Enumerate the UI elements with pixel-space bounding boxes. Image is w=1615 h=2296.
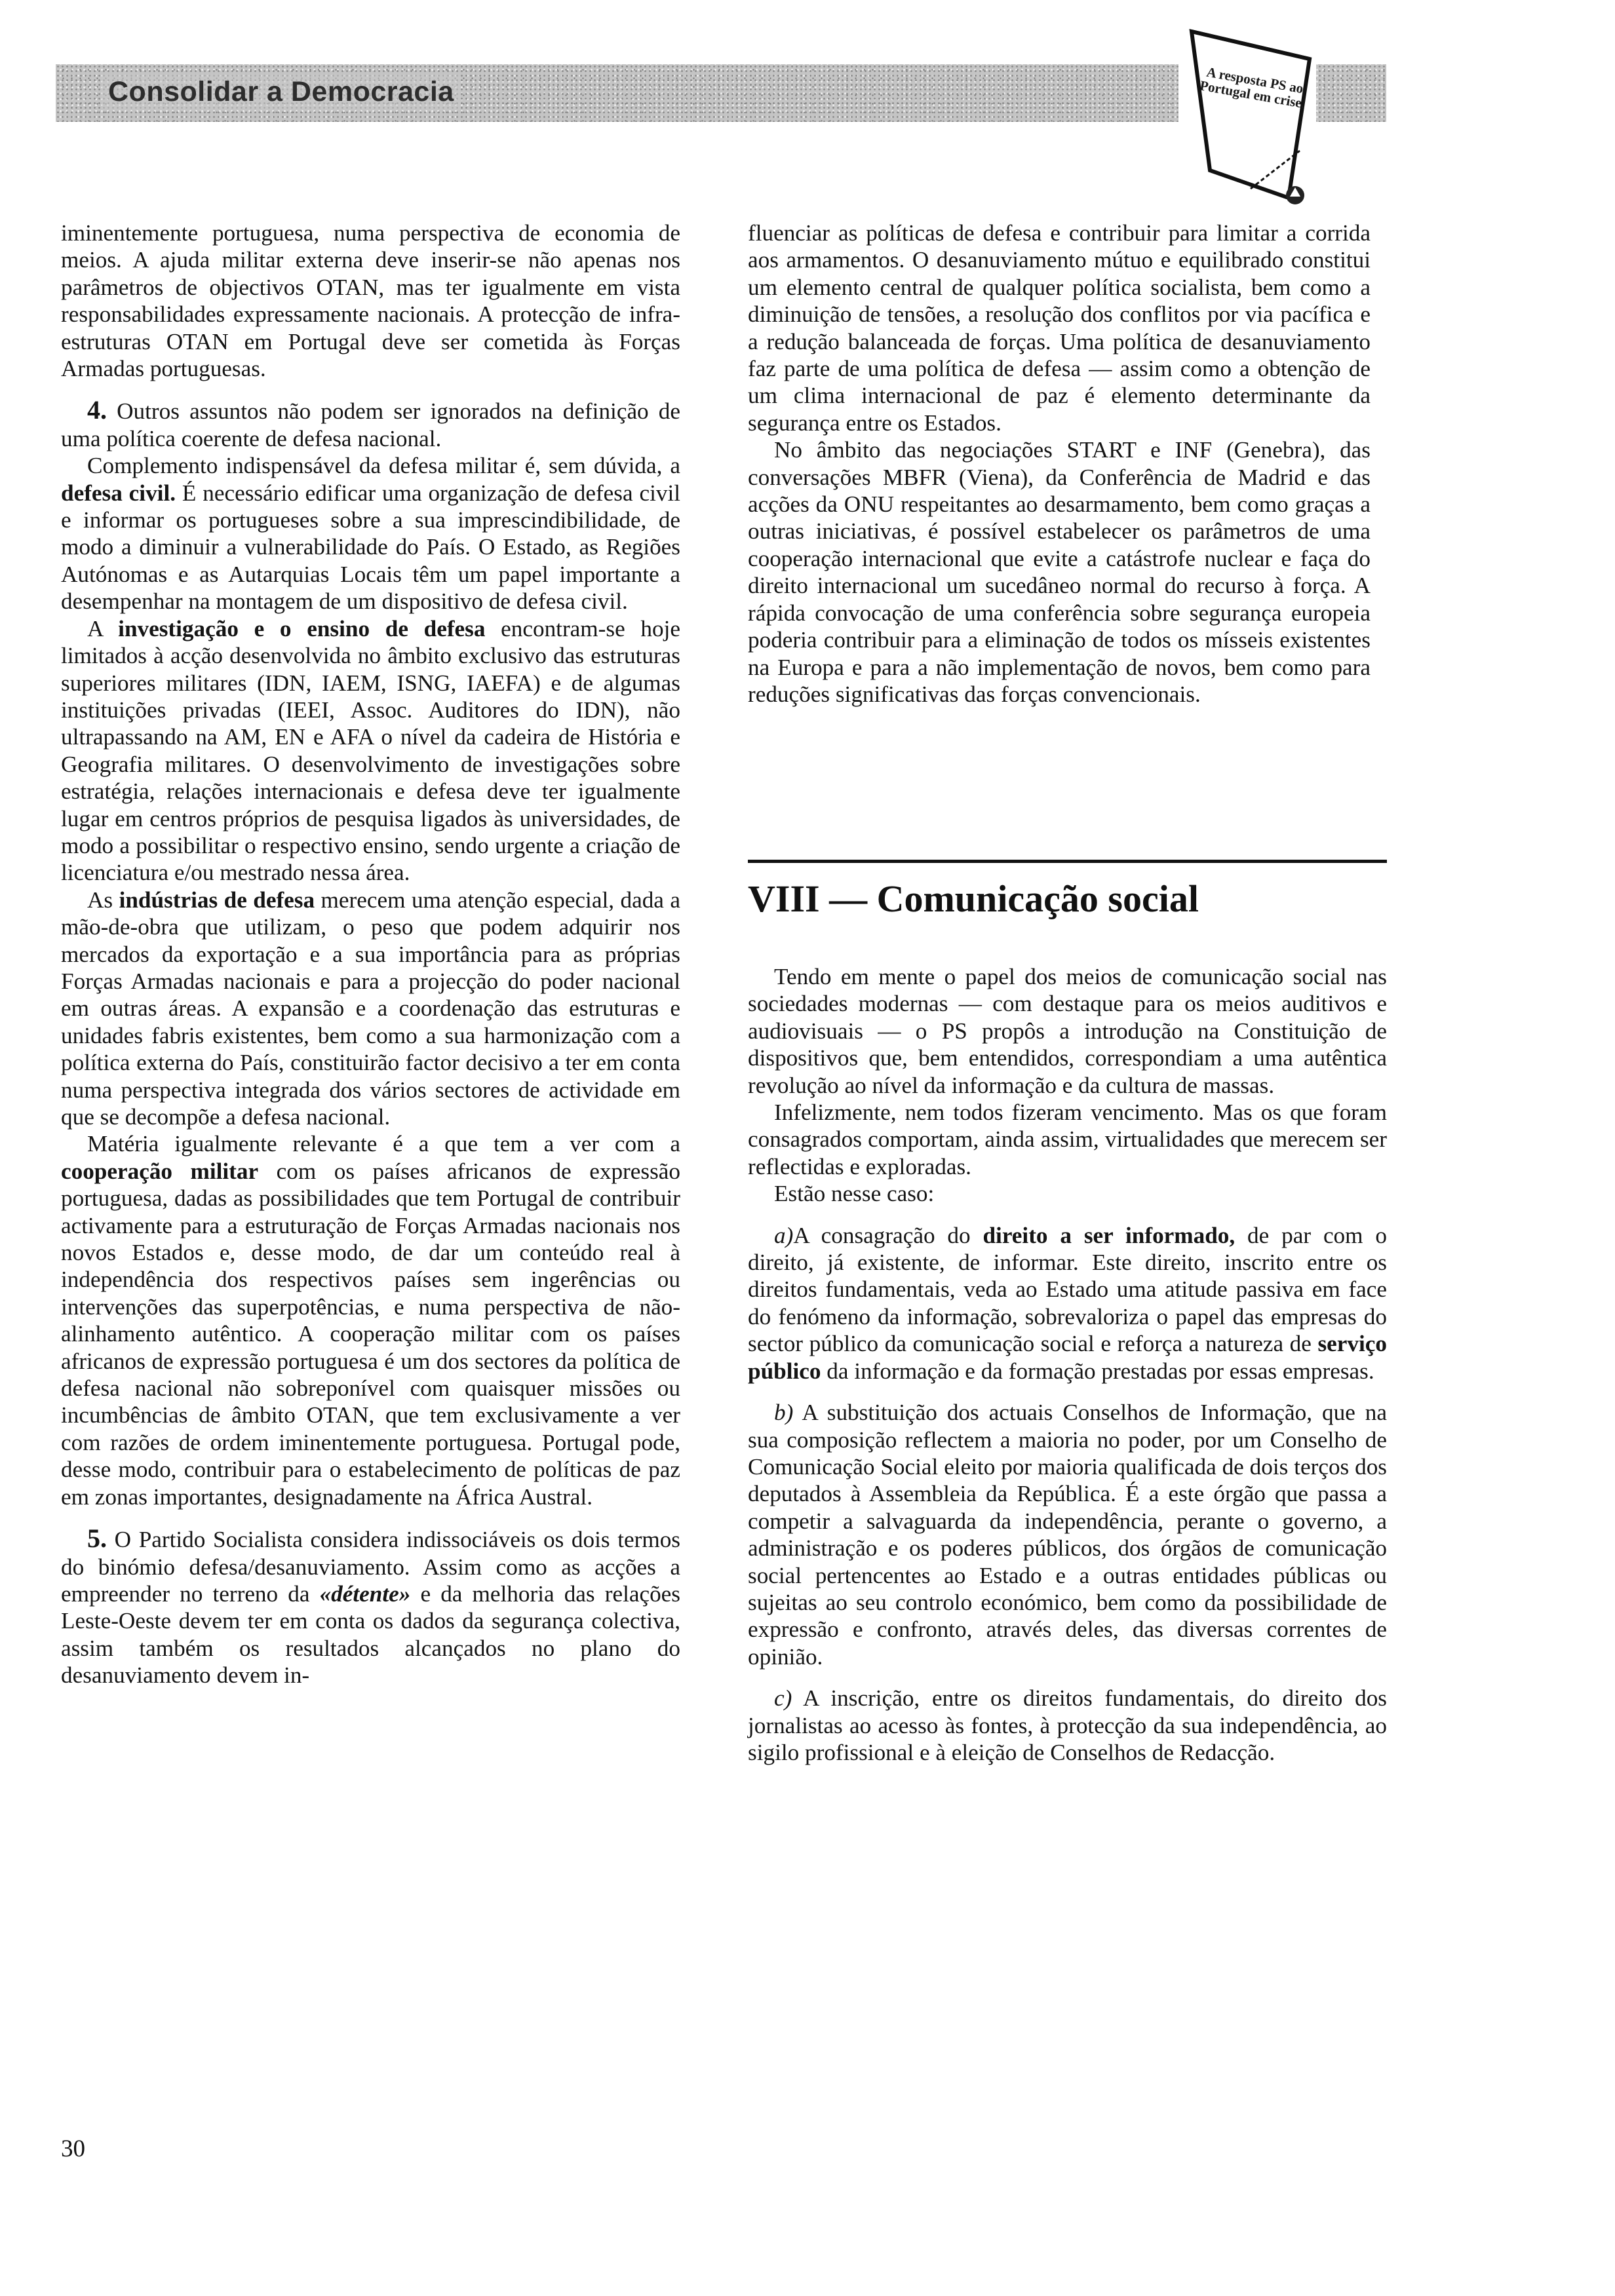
page-number: 30 (61, 2135, 85, 2162)
bold-term: direito a ser informado, (983, 1222, 1236, 1248)
paragraph-text: Complemento indispensável da defesa militar é, sem dúvida, a (87, 453, 680, 479)
paragraph-text: merecem uma atenção especial, dada a mão-de-obra que utilizam, o peso que podem adquirir nos mercados da exportação e a sua importância para as próprias Forças Armadas nacionais e para a projecção do poder nacional em outras áreas. A expansão e a coordenação das estruturas e unidades fabris existentes, bem como a sua harmonização com a política externa do País, constituirão factor decisivo a ter em conta numa perspectiva integrada dos vários sectores de actividade em que se decompõe a defesa nacional. (61, 887, 680, 1130)
section-heading: VIII — Comunicação social (748, 877, 1199, 920)
paragraph-text: A (87, 615, 119, 641)
paragraph-text: e da melhoria das relações Leste-Oeste devem ter em conta os dados da segurança colectiva, assim também os resultados alcançados no plano do desanuviamento devem in- (61, 1580, 680, 1689)
paragraph: Tendo em mente o papel dos meios de comunicação social nas sociedades modernas — com destaque para os meios auditivos e audiovisuais — o PS propôs a introdução na Constituição de dispositivos que, bem entendidos, correspondiam a uma autêntica revolução ao nível da informação e da cultura de massas. (748, 964, 1387, 1098)
bold-term: indústrias de defesa (119, 887, 315, 913)
paragraph-text: As (87, 887, 119, 913)
bold-term: defesa civil. (61, 480, 176, 506)
paragraph-text: A consagração do (793, 1222, 983, 1248)
right-column (748, 220, 1371, 708)
paragraph-text: Matéria igualmente relevante é a que tem a ver com a (87, 1131, 680, 1157)
logo-text: A resposta PS ao Portugal em crise. (1198, 64, 1307, 112)
list-item-b (748, 1399, 1387, 1670)
bold-term: serviço público (748, 1331, 1387, 1384)
paragraph (61, 1130, 680, 1510)
paragraph-numbered (61, 396, 680, 452)
paragraph: iminentemente portuguesa, numa perspectiva de economia de meios. A ajuda militar externa deve inserir-se não apenas nos parâmetros de objectivos OTAN, mas ter igualmente em vista responsabilidades expressamente nacionais. A protecção de infra-estruturas OTAN em Portugal deve ser cometida às Forças Armadas portuguesas. (61, 220, 680, 382)
list-item-c (748, 1685, 1387, 1766)
list-item-a (748, 1222, 1387, 1385)
paragraph (61, 887, 680, 1131)
paragraph-numbered (61, 1525, 680, 1689)
paragraph: Infelizmente, nem todos fizeram vencimento. Mas os que foram consagrados comportam, ainda assim, virtualidades que merecem ser reflectidas e exploradas. (748, 1100, 1387, 1179)
list-label: b) (774, 1400, 794, 1426)
item-number: 5. (87, 1523, 107, 1554)
campaign-logo (1178, 20, 1316, 216)
paragraph (61, 615, 680, 887)
paragraph: No âmbito das negociações START e INF (Genebra), das conversações MBFR (Viena), da Conferência de Madrid e das acções da ONU respeitantes ao desarmamento, bem como graças a outras iniciativas, é possível estabelecer os parâmetros de uma cooperação internacional que evite a catástrofe nuclear e faça do direito internacional um sucedâneo normal do recurso à força. A rápida convocação de uma conferência sobre segurança europeia poderia contribuir para a eliminação de todos os mísseis existentes na Europa e para a não implementação de novos, bem como para reduções significativas das forças convencionais. (748, 437, 1371, 707)
bold-term: cooperação militar (61, 1158, 259, 1184)
paragraph (61, 452, 680, 615)
list-label: c) (774, 1685, 792, 1712)
paragraph: Estão nesse caso: (774, 1181, 935, 1207)
paragraph-text: A inscrição, entre os direitos fundamentais, do direito dos jornalistas ao acesso às fontes, à protecção da sua independência, ao sigilo profissional e à eleição de Conselhos de Redacção. (748, 1685, 1387, 1765)
logo-frame-icon (1178, 20, 1316, 216)
paragraph: fluenciar as políticas de defesa e contribuir para limitar a corrida aos armamentos. O desanuviamento mútuo e equilibrado constitui um elemento central de qualquer política socialista, bem como a diminuição de tensões, a resolução dos conflitos por via pacífica e a redução balanceada de forças. Uma política de desanuviamento faz parte de uma política de defesa — assim como a obtenção de um clima internacional de paz é elemento determinante da segurança entre os Estados. (748, 220, 1371, 436)
paragraph-text: da informação e da formação prestadas por essas empresas. (821, 1358, 1374, 1384)
paragraph-text: O Partido Socialista considera indissociáveis os dois termos do binómio defesa/desanuviamento. Assim como as acções a empreender no terreno da (61, 1527, 681, 1607)
paragraph-text: É necessário edificar uma organização de defesa civil e informar os portugueses sobre a sua imprescindibilidade, de modo a diminuir a vulnerabilidade do País. O Estado, as Regiões Autónomas e as Autarquias Locais têm um papel importante a desempenhar na montagem de um dispositivo de defesa civil. (61, 480, 681, 615)
section-divider (748, 860, 1387, 863)
italic-term: «détente» (319, 1580, 411, 1607)
paragraph-text: A substituição dos actuais Conselhos de Informação, que na sua composição reflectem a maioria no poder, por um Conselho de Comunicação Social eleito por maioria qualificada de dois terços dos deputados à Assembleia da República. É a este órgão que passa a competir a salvaguarda da independência, perante o governo, a administração e os poderes públicos, dos órgãos de comunicação social pertencentes ao Estado e a outras entidades públicas ou sujeitas ao seu controlo económico, bem como da possibilidade de expressão e confronto, através deles, das diversas correntes de opinião. (748, 1400, 1387, 1670)
paragraph-text: com os países africanos de expressão portuguesa, dadas as possibilidades que tem Portugal de contribuir activamente para a estruturação de Forças Armadas nacionais nos novos Estados e, desse modo, de dar um conteúdo real à independência dos respectivos países sem ingerências ou intervenções das superpotências, e numa perspectiva de não-alinhamento autêntico. A cooperação militar com os países africanos de expressão portuguesa é um dos sectores da política de defesa nacional não sobreponível com quaisquer missões ou incumbências de âmbito OTAN, que tem exclusivamente a ver com razões de ordem iminentemente portuguesa. Portugal pode, desse modo, contribuir para o estabelecimento de políticas de paz em zonas importantes, designadamente na África Austral. (61, 1158, 680, 1510)
list-label: a) (774, 1222, 794, 1248)
left-column (61, 220, 680, 1689)
item-number: 4. (87, 395, 107, 425)
running-section-title: Consolidar a Democracia (102, 75, 461, 109)
bold-term: investigação e o ensino de defesa (118, 615, 486, 641)
right-column-section (748, 963, 1387, 1766)
paragraph-text: Outros assuntos não podem ser ignorados na definição de uma política coerente de defesa nacional. (61, 398, 681, 451)
paragraph-text: encontram-se hoje limitados à acção desenvolvida no âmbito exclusivo das estruturas superiores militares (IDN, IAEM, ISNG, IAEFA) e de algumas instituições privadas (IEEI, Assoc. Auditores do IDN), não ultrapassando na AM, EN e AFA o nível da cadeira de História e Geografia militares. O desenvolvimento de investigações sobre estratégia, relações internacionais e defesa deve ter igualmente lugar em centros próprios de pesquisa ligados às universidades, de modo a possibilitar o respectivo ensino, sendo urgente a criação de licenciatura e/ou mestrado nessa área. (61, 615, 680, 886)
paragraph-text: de par com o direito, já existente, de informar. Este direito, inscrito entre os direitos fundamentais, veda ao Estado uma atitude passiva em face do fenómeno da informação, sobrevaloriza o papel das empresas do sector público da comunicação social e reforça a natureza de (748, 1222, 1387, 1357)
